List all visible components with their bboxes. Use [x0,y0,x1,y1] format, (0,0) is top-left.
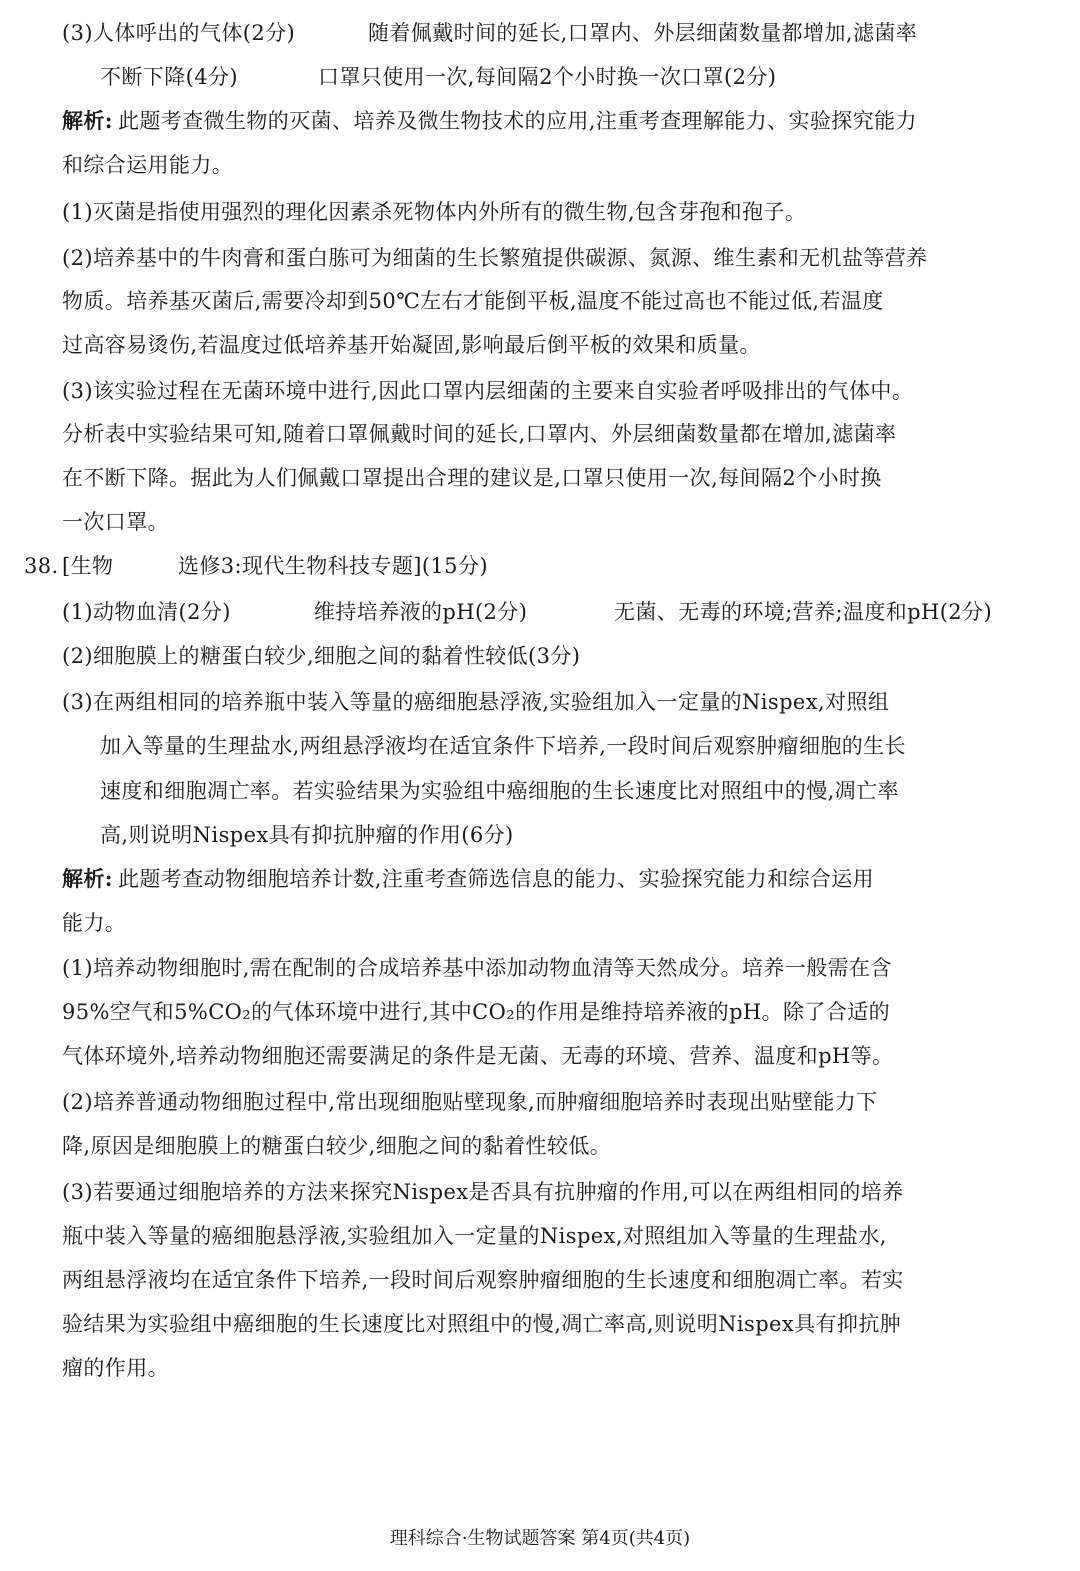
q38-number: 38. [24,554,59,578]
q38-answer-1-part-c: 无菌、无毒的环境;营养;温度和pH(2分) [614,600,993,624]
q37-analysis-intro-2: 和综合运用能力。 [62,153,234,177]
q38-answer-1-part-a: (1)动物血清(2分) [62,600,231,624]
q37-analysis-label: 解析: [62,108,113,133]
q38-analysis-p1-line2: 95%空气和5%CO₂的气体环境中进行,其中CO₂的作用是维持培养液的pH。除了合适的 [62,1000,891,1024]
q38-analysis-label: 解析: [62,866,113,891]
q38-analysis-p3-line4: 验结果为实验组中癌细胞的生长速度比对照组中的慢,凋亡率高,则说明Nispex具有抑抗肿 [62,1312,902,1336]
q37-answer-3-part-a: (3)人体呼出的气体(2分) [62,21,296,45]
q38-topic: 选修3:现代生物科技专题](15分) [178,554,488,578]
q37-answer-3-part-c: 不断下降(4分) [100,65,238,89]
q37-analysis-p3-line1: (3)该实验过程在无菌环境中进行,因此口罩内层细菌的主要来自实验者呼吸排出的气体中。 [62,379,914,403]
q38-analysis-p3-line5: 瘤的作用。 [62,1356,169,1380]
q38-analysis-intro-2: 能力。 [62,911,127,935]
q38-answer-3-line1: (3)在两组相同的培养瓶中装入等量的癌细胞悬浮液,实验组加入一定量的Nispex,对照组 [62,690,890,714]
page-footer: 理科综合·生物试题答案 第4页(共4页) [389,1528,691,1549]
q37-answer-3-part-b: 随着佩戴时间的延长,口罩内、外层细菌数量都增加,滤菌率 [368,21,918,45]
q37-analysis-p2-line1: (2)培养基中的牛肉膏和蛋白胨可为细菌的生长繁殖提供碳源、氮源、维生素和无机盐等营养 [62,246,928,270]
q37-answer-3-part-d: 口罩只使用一次,每间隔2个小时换一次口罩(2分) [318,65,777,89]
q38-subject: [生物 [62,554,114,578]
q38-analysis-p2-line2: 降,原因是细胞膜上的糖蛋白较少,细胞之间的黏着性较低。 [62,1134,612,1158]
q37-analysis-p3-line2: 分析表中实验结果可知,随着口罩佩戴时间的延长,口罩内、外层细菌数量都在增加,滤菌率 [62,422,897,446]
q38-answer-3-line2: 加入等量的生理盐水,两组悬浮液均在适宜条件下培养,一段时间后观察肿瘤细胞的生长 [100,734,906,758]
q38-answer-2: (2)细胞膜上的糖蛋白较少,细胞之间的黏着性较低(3分) [62,644,581,668]
q38-analysis-p1-line1: (1)培养动物细胞时,需在配制的合成培养基中添加动物血清等天然成分。培养一般需在含 [62,956,892,980]
q37-analysis-p3-line3: 在不断下降。据此为人们佩戴口罩提出合理的建议是,口罩只使用一次,每间隔2个小时换 [62,466,882,490]
q38-analysis-p3-line2: 瓶中装入等量的癌细胞悬浮液,实验组加入一定量的Nispex,对照组加入等量的生理盐水, [62,1224,887,1248]
q38-analysis-p3-line1: (3)若要通过细胞培养的方法来探究Nispex是否具有抗肿瘤的作用,可以在两组相同的培养 [62,1180,904,1204]
q38-analysis-p3-line3: 两组悬浮液均在适宜条件下培养,一段时间后观察肿瘤细胞的生长速度和细胞凋亡率。若实 [62,1268,904,1292]
q37-analysis-p3-line4: 一次口罩。 [62,510,169,534]
q38-answer-3-line3: 速度和细胞凋亡率。若实验结果为实验组中癌细胞的生长速度比对照组中的慢,凋亡率 [100,779,899,803]
q38-answer-1-part-b: 维持培养液的pH(2分) [314,600,528,624]
q37-analysis-p2-line2: 物质。培养基灭菌后,需要冷却到50℃左右才能倒平板,温度不能过高也不能过低,若温度 [62,289,884,313]
q38-answer-3-line4: 高,则说明Nispex具有抑抗肿瘤的作用(6分) [100,823,514,847]
q38-analysis-p1-line3: 气体环境外,培养动物细胞还需要满足的条件是无菌、无毒的环境、营养、温度和pH等。 [62,1044,894,1068]
q38-analysis-p2-line1: (2)培养普通动物细胞过程中,常出现细胞贴壁现象,而肿瘤细胞培养时表现出贴壁能力下 [62,1090,878,1114]
q38-analysis-intro-1: 此题考查动物细胞培养计数,注重考查筛选信息的能力、实验探究能力和综合运用 [118,867,875,891]
q37-analysis-p1: (1)灭菌是指使用强烈的理化因素杀死物体内外所有的微生物,包含芽孢和孢子。 [62,200,807,224]
q37-analysis-p2-line3: 过高容易烫伤,若温度过低培养基开始凝固,影响最后倒平板的效果和质量。 [62,333,761,357]
q37-analysis-intro-1: 此题考查微生物的灭菌、培养及微生物技术的应用,注重考查理解能力、实验探究能力 [118,109,917,133]
